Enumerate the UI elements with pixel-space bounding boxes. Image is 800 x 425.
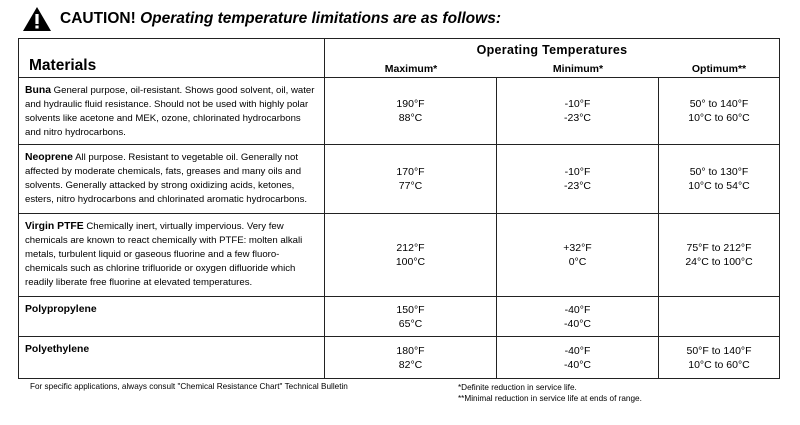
optimum-f: 75°F to 212°F <box>686 242 752 254</box>
operating-temperatures-title: Operating Temperatures <box>476 43 628 57</box>
maximum-f: 190°F <box>396 98 425 110</box>
material-name: Buna <box>25 85 51 96</box>
minimum-f: +32°F <box>563 242 592 254</box>
warning-triangle-icon <box>22 6 52 32</box>
maximum-cell <box>325 337 497 379</box>
temperature-table <box>18 38 780 379</box>
maximum-f: 180°F <box>396 344 425 357</box>
material-name: Polypropylene <box>25 304 97 315</box>
minimum-f: -10°F <box>564 98 591 110</box>
maximum-column-header: Maximum* <box>384 63 438 75</box>
minimum-c: -23°C <box>564 112 591 124</box>
maximum-c: 82°C <box>398 358 423 371</box>
minimum-cell <box>497 214 659 297</box>
material-description: General purpose, oil-resistant. Shows good solvent, oil, water and hydraulic fluid resistance. Should not be used with highly polar solvents like acetone and MEK, ozone, chlorinated hydrocarbons and nitro hydrocarbons. <box>25 85 315 138</box>
optimum-cell <box>659 337 780 379</box>
minimal-reduction-footnote: **Minimal reduction in service life at ends of range. <box>458 394 642 403</box>
optimum-f: 50°F to 140°F <box>686 344 752 357</box>
maximum-c: 77°C <box>398 180 423 192</box>
minimum-c: -40°C <box>564 358 591 371</box>
minimum-f: -10°F <box>564 166 591 178</box>
minimum-cell <box>497 78 659 145</box>
maximum-cell <box>325 297 497 337</box>
minimum-c: -40°C <box>564 317 591 330</box>
material-cell <box>19 297 325 337</box>
material-description: Chemically inert, virtually impervious. Very few chemicals are known to react chemically with PTFE: molten alkali metals, turbulent liquid or gaseous fluorine and a few fluoro-chemicals such as chlorine trifluoride or oxygen difluoride which readily liberate free fluorine at elevated temperatures. <box>25 221 303 288</box>
caution-text <box>60 10 501 28</box>
material-cell <box>19 78 325 145</box>
definite-reduction-footnote: *Definite reduction in service life. <box>458 383 577 392</box>
maximum-c: 88°C <box>398 112 423 124</box>
consult-footnote: For specific applications, always consult "Chemical Resistance Chart" Technical Bulletin <box>30 382 348 391</box>
table-row <box>19 214 780 297</box>
maximum-c: 100°C <box>395 256 426 268</box>
maximum-f: 150°F <box>396 303 425 316</box>
table-row <box>19 145 780 214</box>
minimum-cell <box>497 145 659 214</box>
maximum-cell <box>325 214 497 297</box>
material-description: All purpose. Resistant to vegetable oil. Generally not affected by moderate chemicals, fats, greases and many oils and solvents. Generally attacked by strong oxidizing acids, ketones, esters, nitro hydrocarbons and chlorinated aromatic hydrocarbons. <box>25 152 308 205</box>
materials-header: Materials <box>19 39 325 78</box>
material-cell <box>19 214 325 297</box>
optimum-cell <box>659 145 780 214</box>
operating-temperatures-header <box>325 39 780 78</box>
optimum-c: 10°C to 60°C <box>688 112 750 124</box>
maximum-f: 170°F <box>396 166 425 178</box>
material-cell <box>19 337 325 379</box>
optimum-cell <box>659 297 780 337</box>
minimum-cell <box>497 337 659 379</box>
caution-lead: CAUTION! <box>60 10 136 27</box>
minimum-f: -40°F <box>564 344 591 357</box>
maximum-f: 212°F <box>396 242 425 254</box>
optimum-f: 50° to 130°F <box>689 166 749 178</box>
caution-message: Operating temperature limitations are as follows: <box>140 10 501 27</box>
optimum-c: 10°C to 54°C <box>688 180 750 192</box>
minimum-column-header: Minimum* <box>552 63 604 75</box>
minimum-f: -40°F <box>564 303 591 316</box>
table-row <box>19 337 780 379</box>
table-row <box>19 297 780 337</box>
optimum-c: 24°C to 100°C <box>685 256 753 268</box>
minimum-cell <box>497 297 659 337</box>
material-name: Polyethylene <box>25 344 90 355</box>
caution-heading <box>22 6 501 32</box>
optimum-column-header: Optimum** <box>691 63 747 75</box>
maximum-c: 65°C <box>398 317 423 330</box>
table-header-row <box>19 39 780 78</box>
material-name: Virgin PTFE <box>25 221 84 232</box>
maximum-cell <box>325 145 497 214</box>
optimum-cell <box>659 214 780 297</box>
optimum-f: 50° to 140°F <box>689 98 749 110</box>
material-cell <box>19 145 325 214</box>
material-name: Neoprene <box>25 152 73 163</box>
minimum-c: 0°C <box>568 256 587 268</box>
optimum-c: 10°C to 60°C <box>688 358 750 371</box>
minimum-c: -23°C <box>564 180 591 192</box>
optimum-cell <box>659 78 780 145</box>
maximum-cell <box>325 78 497 145</box>
table-row <box>19 78 780 145</box>
service-life-footnotes <box>458 382 642 404</box>
